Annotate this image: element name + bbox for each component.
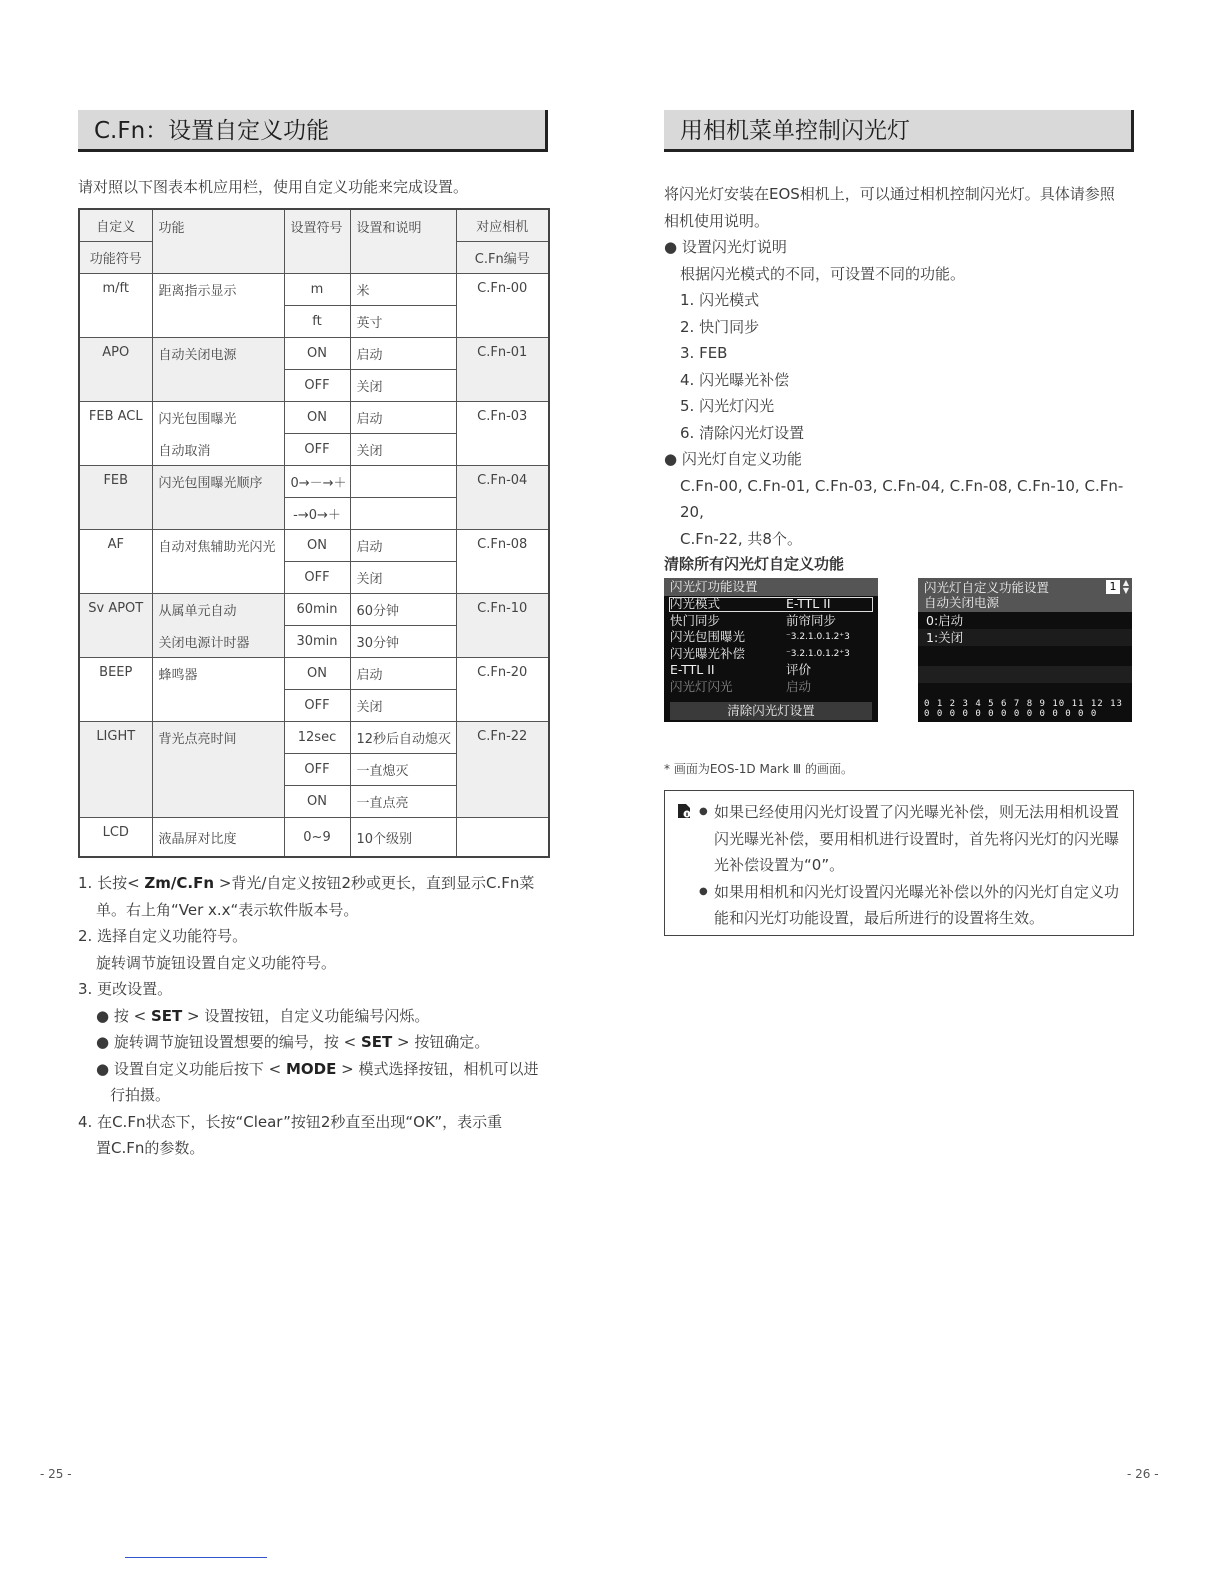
clear-title: 清除所有闪光灯自定义功能 <box>664 555 845 573</box>
cell-code: APO <box>79 338 152 402</box>
step-3-bullet-1: ● 按 < SET > 设置按钮，自定义功能编号闪烁。 <box>96 1006 430 1025</box>
header-code: 自定义 <box>79 209 152 242</box>
option-item[interactable]: 1:关闭 <box>918 629 1132 646</box>
cell-function: 蜂鸣器 <box>152 658 284 690</box>
cell-description: 30分钟 <box>350 626 456 658</box>
cell-cfn-number: C.Fn-01 <box>456 338 549 402</box>
cell-description: 启动 <box>350 338 456 370</box>
cfn-number-box[interactable]: 1 <box>1106 580 1120 594</box>
left-intro: 请对照以下图表本机应用栏，使用自定义功能来完成设置。 <box>78 178 469 196</box>
left-heading: C.Fn：设置自定义功能 <box>78 110 548 152</box>
page-number-right: - 26 - <box>1127 1467 1159 1481</box>
screen-title: 闪光灯功能设置 <box>664 578 878 596</box>
header-func: 功能 <box>152 209 284 274</box>
header-camera-2: C.Fn编号 <box>456 242 549 274</box>
list-item: 3. FEB <box>680 344 728 362</box>
cell-description: 启动 <box>350 530 456 562</box>
cell-function <box>152 370 284 402</box>
cell-code: Sv APOT <box>79 594 152 658</box>
cell-cfn-number: C.Fn-00 <box>456 274 549 338</box>
cell-setting: 0~9 <box>284 818 350 858</box>
cell-function: 自动对焦辅助光闪光 <box>152 530 284 562</box>
cell-function: 闪光包围曝光 <box>152 402 284 434</box>
right-body-text <box>664 181 1136 552</box>
cell-code: AF <box>79 530 152 594</box>
table-row <box>79 818 549 858</box>
text-line: 将闪光灯安装在EOS相机上，可以通过相机控制闪光灯。具体请参照 <box>664 185 1115 203</box>
cell-cfn-number: C.Fn-04 <box>456 466 549 530</box>
page-number-left: - 25 - <box>40 1467 72 1481</box>
note-item: ● 如果已经使用闪光灯设置了闪光曝光补偿，则无法用相机设置闪光曝光补偿，要用相机进行设置时，首先将闪光灯的闪光曝光补偿设置为“0”。 <box>699 799 1123 879</box>
cell-description: 关闭 <box>350 370 456 402</box>
text-line: C.Fn-00, C.Fn-01, C.Fn-03, C.Fn-04, C.Fn-08, C.Fn-10, C.Fn-20, <box>680 476 1124 521</box>
cell-function: 从属单元自动 <box>152 594 284 626</box>
bullet-flash-settings: ● 设置闪光灯说明 <box>664 238 787 256</box>
step-3-bullet-2: ● 旋转调节旋钮设置想要的编号，按 < SET > 按钮确定。 <box>96 1033 490 1051</box>
cell-setting: 60min <box>284 594 350 626</box>
cell-setting: OFF <box>284 370 350 402</box>
list-item: 4. 闪光曝光补偿 <box>680 370 790 389</box>
cell-function: 自动关闭电源 <box>152 338 284 370</box>
list-item: 5. 闪光灯闪光 <box>680 397 775 415</box>
cell-code: LCD <box>79 818 152 858</box>
step-1-cont: 单。右上角“Ver x.x“表示软件版本号。 <box>96 900 359 919</box>
screen-title: 闪光灯自定义功能设置 自动关闭电源 <box>918 578 1132 612</box>
table-row <box>79 658 549 690</box>
cell-code: m/ft <box>79 274 152 338</box>
cell-description <box>350 466 456 498</box>
cell-function <box>152 306 284 338</box>
cell-description: 10个级别 <box>350 818 456 858</box>
clear-settings-button[interactable]: 清除闪光灯设置 <box>670 702 872 720</box>
link-underline <box>125 1557 267 1558</box>
cell-description: 关闭 <box>350 434 456 466</box>
cell-function: 背光点亮时间 <box>152 722 284 754</box>
instruction-steps <box>78 870 548 1162</box>
up-down-arrow-icon: ▲ ▼ <box>1122 578 1129 595</box>
header-setting: 设置符号 <box>284 209 350 274</box>
cfn-status-row: 0 1 2 3 4 5 6 7 8 9 10 11 12 13 0 0 0 0 0 0 0 0 0 0 0 0 0 0 <box>924 699 1123 719</box>
table-row <box>79 722 549 754</box>
cell-cfn-number: C.Fn-22 <box>456 722 549 818</box>
cell-setting: OFF <box>284 690 350 722</box>
cell-function <box>152 562 284 594</box>
cell-setting: ON <box>284 658 350 690</box>
cell-setting: ON <box>284 530 350 562</box>
cell-description: 60分钟 <box>350 594 456 626</box>
cell-description: 启动 <box>350 658 456 690</box>
cell-function: 关闭电源计时器 <box>152 626 284 658</box>
note-icon <box>677 803 691 819</box>
cell-setting: m <box>284 274 350 306</box>
cell-code: BEEP <box>79 658 152 722</box>
cell-description: 米 <box>350 274 456 306</box>
camera-screen-flash-settings <box>664 578 878 722</box>
table-header-row <box>79 209 549 242</box>
cell-cfn-number: C.Fn-03 <box>456 402 549 466</box>
list-item: 6. 清除闪光灯设置 <box>680 423 805 442</box>
cell-code: FEB ACL <box>79 402 152 466</box>
cell-setting: OFF <box>284 562 350 594</box>
cell-description <box>350 498 456 530</box>
cell-description: 启动 <box>350 402 456 434</box>
table-row <box>79 402 549 434</box>
screen-caption: * 画面为EOS-1D Mark Ⅲ 的画面。 <box>664 762 853 776</box>
cell-function <box>152 754 284 786</box>
text-line: 根据闪光模式的不同，可设置不同的功能。 <box>680 264 966 283</box>
screen-row[interactable]: 闪光包围曝光 ⁻3.2.1.0.1.2⁺3 <box>670 629 850 644</box>
header-desc: 设置和说明 <box>350 209 456 274</box>
bullet-custom-functions: ● 闪光灯自定义功能 <box>664 450 802 468</box>
step-3-bullet-3: ● 设置自定义功能后按下 < MODE > 模式选择按钮，相机可以进 <box>96 1059 539 1078</box>
screen-row-disabled: 闪光灯闪光 启动 <box>670 678 812 694</box>
step-2: 2. 选择自定义功能符号。 <box>78 927 248 945</box>
cell-setting: 30min <box>284 626 350 658</box>
header-code-2: 功能符号 <box>79 242 152 274</box>
screen-row[interactable]: E-TTL II 评价 <box>670 662 812 677</box>
cell-description: 关闭 <box>350 690 456 722</box>
cell-cfn-number: C.Fn-08 <box>456 530 549 594</box>
cell-description: 12秒后自动熄灭 <box>350 722 456 754</box>
cell-setting: ON <box>284 402 350 434</box>
list-item: 2. 快门同步 <box>680 317 760 336</box>
cell-function: 距离指示显示 <box>152 274 284 306</box>
step-1: 1. 长按< Zm/C.Fn >背光/自定义按钮2秒或更长，直到显示C.Fn菜 <box>78 874 535 892</box>
cell-function: 闪光包围曝光顺序 <box>152 466 284 498</box>
list-item: 1. 闪光模式 <box>680 291 760 309</box>
right-heading: 用相机菜单控制闪光灯 <box>664 110 1134 152</box>
table-row <box>79 466 549 498</box>
step-4: 4. 在C.Fn状态下，长按“Clear”按钮2秒直至出现“OK”，表示重 <box>78 1112 503 1131</box>
cell-code: LIGHT <box>79 722 152 818</box>
cfn-table <box>78 208 550 858</box>
cell-setting: 0→－→＋ <box>284 466 350 498</box>
header-camera: 对应相机 <box>456 209 549 242</box>
step-4-cont: 置C.Fn的参数。 <box>96 1139 205 1157</box>
cell-code: FEB <box>79 466 152 530</box>
cell-function <box>152 498 284 530</box>
table-row <box>79 594 549 626</box>
cell-cfn-number: C.Fn-20 <box>456 658 549 722</box>
cell-setting: OFF <box>284 754 350 786</box>
cell-setting: ft <box>284 306 350 338</box>
screen-row[interactable]: 闪光曝光补偿 ⁻3.2.1.0.1.2⁺3 <box>670 645 850 661</box>
cell-setting: -→0→＋ <box>284 498 350 530</box>
cell-function <box>152 690 284 722</box>
screen-row[interactable]: 快门同步 前帘同步 <box>670 612 837 628</box>
cell-setting: OFF <box>284 434 350 466</box>
cell-setting: ON <box>284 786 350 818</box>
camera-screen-custom-functions <box>918 578 1132 722</box>
cell-description: 关闭 <box>350 562 456 594</box>
text-line: C.Fn-22, 共8个。 <box>680 529 802 548</box>
cell-function <box>152 786 284 818</box>
text-line: 相机使用说明。 <box>664 211 770 230</box>
cell-description: 一直熄灭 <box>350 754 456 786</box>
cell-setting: 12sec <box>284 722 350 754</box>
screen-row-selected[interactable]: 闪光模式 E-TTL II <box>668 596 874 613</box>
cell-cfn-number: C.Fn-10 <box>456 594 549 658</box>
table-row <box>79 530 549 562</box>
cell-cfn-number <box>456 818 549 858</box>
option-item[interactable]: 0:启动 <box>926 613 964 628</box>
table-row <box>79 274 549 306</box>
cell-description: 英寸 <box>350 306 456 338</box>
cell-setting: ON <box>284 338 350 370</box>
note-box <box>664 790 1134 936</box>
cell-function: 液晶屏对比度 <box>152 818 284 858</box>
screen-band <box>918 666 1132 683</box>
cell-description: 一直点亮 <box>350 786 456 818</box>
note-item: ● 如果用相机和闪光灯设置闪光曝光补偿以外的闪光灯自定义功能和闪光灯功能设置，最后所进行的设置将生效。 <box>699 879 1123 932</box>
step-2-cont: 旋转调节旋钮设置自定义功能符号。 <box>96 953 337 972</box>
cell-function: 自动取消 <box>152 434 284 466</box>
step-3: 3. 更改设置。 <box>78 980 173 998</box>
step-3-bullet-3-cont: 行拍摄。 <box>110 1086 171 1104</box>
table-row <box>79 338 549 370</box>
